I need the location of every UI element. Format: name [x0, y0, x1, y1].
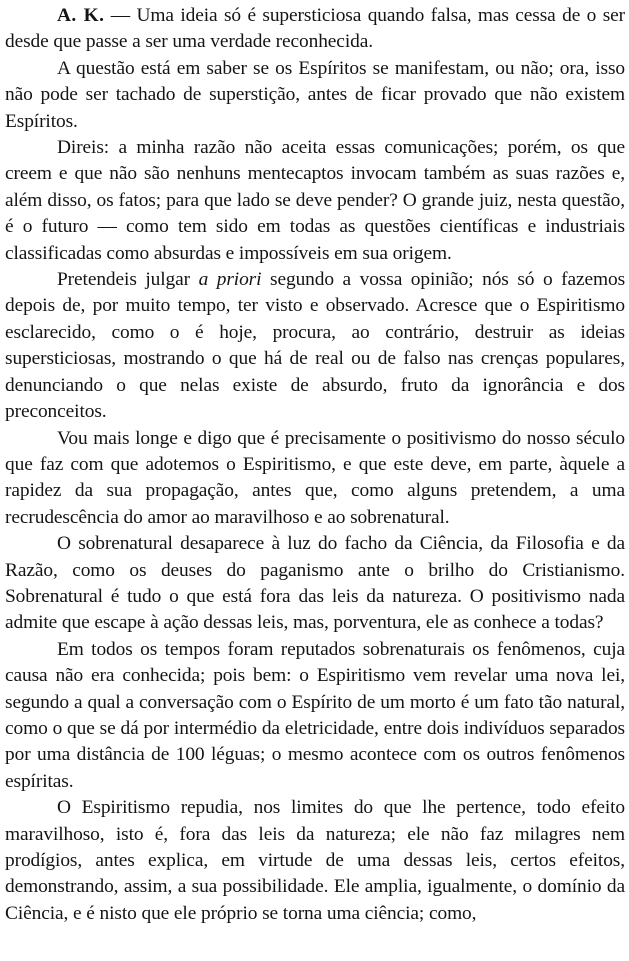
paragraph-text-after: segundo a vossa opinião; nós só o fazemos depois de, por muito tempo, ter visto e observado. Acresce que o Espiritismo esclarecido, como o é hoje, procura, ao contrário, destruir as ideias supersticiosas, mostrando o que há de real ou de falso nas crenças populares, denunciando o que nelas existe de absurdo, fruto da ignorância e dos preconceitos.: [5, 269, 626, 423]
paragraph-positivism: Vou mais longe e digo que é precisamente o positivismo do nosso século que faz com que adotemos o Espiritismo, e que este deve, em parte, àquele a rapidez da sua propagação, antes que, como alguns pretendem, a uma recrudescência do amor ao maravilhoso e ao sobrenatural.: [5, 427, 625, 528]
paragraph-phenomena: Em todos os tempos foram reputados sobrenaturais os fenômenos, cuja causa não era conhecida; pois bem: o Espiritismo vem revelar uma nova lei, segundo a qual a conversação com o Espírito de um morto é um fato tão natural, como o que se dá por intermédio da eletricidade, entre dois indivíduos separados por uma distância de 100 léguas; o mesmo acontece com os outros fenômenos espíritas.: [5, 638, 625, 792]
paragraph-question: A questão está em saber se os Espíritos se manifestam, ou não; ora, isso não pode ser tachado de superstição, antes de ficar provado que não existem Espíritos.: [5, 57, 625, 132]
paragraph-ak-reply: [5, 3, 625, 56]
paragraph-text: — Uma ideia só é supersticiosa quando falsa, mas cessa de o ser desde que passe a ser uma verdade reconhecida.: [5, 5, 626, 53]
italic-emphasis: a priori: [198, 269, 262, 291]
paragraph-supernatural: O sobrenatural desaparece à luz do facho da Ciência, da Filosofia e da Razão, como os deuses do paganismo ante o brilho do Cristianismo. Sobrenatural é tudo o que está fora das leis da natureza. O positivismo nada admite que escape à ação dessas leis, mas, porventura, ele as conhece a todas?: [5, 533, 625, 634]
paragraph-text-before: Pretendeis julgar: [57, 269, 190, 291]
paragraph-reason: Direis: a minha razão não aceita essas comunicações; porém, os que creem e que não são nenhuns mentecaptos invocam também as suas razões e, além disso, os fatos; para que lado se deve pender? O grande juiz, nesta questão, é o futuro — como tem sido em todas as questões científicas e industriais classificadas como absurdas e impossíveis em sua origem.: [5, 137, 625, 264]
speaker-label: A. K.: [57, 5, 105, 26]
paragraph-a-priori: [5, 267, 625, 425]
paragraph-marvelous: O Espiritismo repudia, nos limites do que lhe pertence, todo efeito maravilhoso, isto é, fora das leis da natureza; ele não faz milagres nem prodígios, antes explica, em virtude de uma dessas leis, certos efeitos, demonstrando, assim, a sua possibilidade. Ele amplia, igualmente, o domínio da Ciência, e é nisto que ele próprio se torna uma ciência; como,: [5, 797, 625, 924]
